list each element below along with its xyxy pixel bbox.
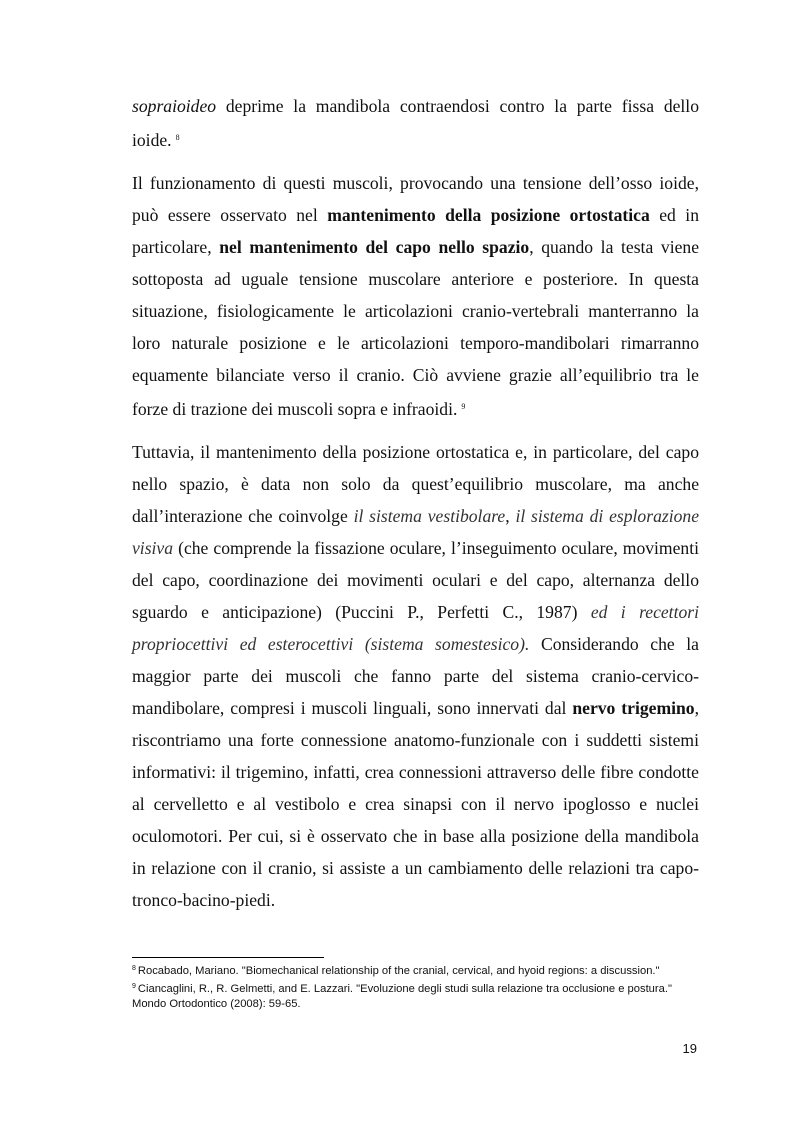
bold-text: nervo trigemino <box>572 698 695 718</box>
paragraph <box>132 167 699 425</box>
text-run: deprime la mandibola contraendosi contro la parte fissa dello ioide. <box>132 96 699 150</box>
footnote-text: Rocabado, Mariano. "Biomechanical relationship of the cranial, cervical, and hyoid regions: a discussion." <box>137 965 660 977</box>
text-run: Il funzionamento di questi muscoli, provocando una tensione dell’osso ioide, può essere osservato nel <box>132 173 699 225</box>
text-run: ed in particolare, <box>132 205 699 257</box>
bold-text: mantenimento della posizione ortostatica <box>327 205 650 225</box>
footnote <box>132 979 699 1012</box>
bold-text: nel mantenimento del capo nello spazio <box>219 237 530 257</box>
page-number: 19 <box>682 1041 697 1056</box>
footnote-text: Ciancaglini, R., R. Gelmetti, and E. Lazzari. "Evoluzione degli studi sulla relazione tra occlusione e postura." Mondo Ortodontico (2008): 59-65. <box>132 983 672 1010</box>
body-text <box>132 90 699 927</box>
footnotes <box>132 961 699 1012</box>
text-run: , <box>505 506 516 526</box>
italic-text: il sistema vestibolare <box>353 506 506 526</box>
footnote <box>132 961 699 979</box>
footnote-reference: 9 <box>461 402 466 411</box>
footnote-number: 8 <box>132 965 136 972</box>
italic-text: sopraioideo <box>132 96 217 116</box>
text-run: , quando la testa viene sottoposta ad uguale tensione muscolare anteriore e posteriore. In questa situazione, fisiologicamente le articolazioni cranio-vertebrali manterranno la loro naturale posizione e le articolazioni temporo-mandibolari rimarranno equamente bilanciate verso il cranio. Ciò avviene grazie all’equilibrio tra le forze di trazione dei muscoli sopra e infraoidi. <box>132 237 700 419</box>
text-run: , riscontriamo una forte connessione anatomo-funzionale con i suddetti sistemi informativi: il trigemino, infatti, crea connessioni attraverso delle fibre condotte al cervelletto e al vestibolo e crea sinapsi con il nervo ipoglosso e nuclei oculomotori. Per cui, si è osservato che in base alla posizione della mandibola in relazione con il cranio, si assiste a un cambiamento delle relazioni tra capo-tronco-bacino-piedi. <box>132 698 699 910</box>
italic-text: il sistema di esplorazione visiva <box>132 506 699 558</box>
text-run: (che comprende la fissazione oculare, l’inseguimento oculare, movimenti del capo, coordinazione dei movimenti oculari e del capo, alternanza dello sguardo e anticipazione) (Puccini P., Perfetti C., 1987) <box>132 538 699 622</box>
footnote-number: 9 <box>132 983 136 990</box>
paragraph <box>132 90 699 156</box>
text-run: Considerando che la maggior parte dei muscoli che fanno parte del sistema cranio-cervico-mandibolare, compresi i muscoli linguali, sono innervati dal <box>132 634 699 718</box>
italic-text: ed i recettori propriocettivi ed esterocettivi (sistema somestesico). <box>132 602 699 654</box>
footnote-reference: 8 <box>175 133 180 142</box>
text-run: Tuttavia, il mantenimento della posizione ortostatica e, in particolare, del capo nello spazio, è data non solo da quest’equilibrio muscolare, ma anche dall’interazione che coinvolge <box>132 442 699 526</box>
paragraph <box>132 436 699 916</box>
footnote-separator <box>132 957 324 958</box>
